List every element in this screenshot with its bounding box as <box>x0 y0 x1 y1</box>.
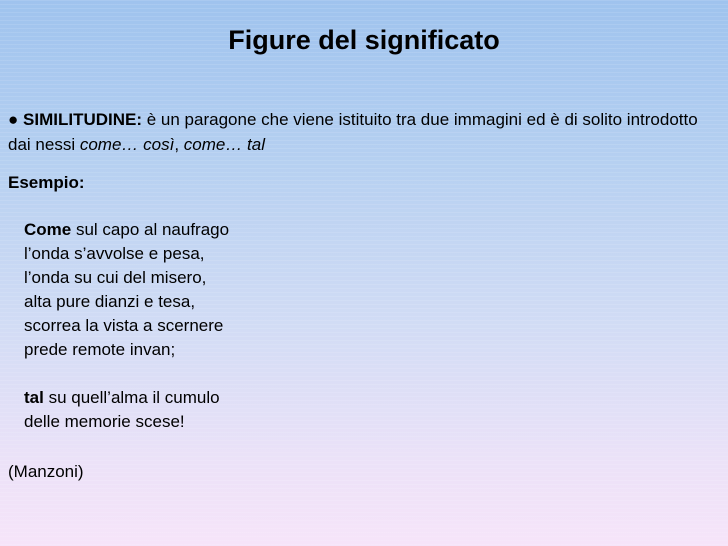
poem-line <box>24 290 229 314</box>
poem-line <box>24 266 229 290</box>
connective-come-tal: come… tal <box>183 135 266 154</box>
poem-line <box>24 386 229 410</box>
poem-line-text: alta pure dianzi e tesa, <box>24 292 196 311</box>
slide-title: Figure del significato <box>228 25 500 55</box>
connective-separator: , <box>174 135 184 154</box>
poem-line-text: l’onda s’avvolse e pesa, <box>24 244 205 263</box>
example-label: Esempio: <box>8 173 85 192</box>
poem-line <box>24 242 229 266</box>
connective-come-cosi: come… così <box>79 135 175 154</box>
poem-line-text: prede remote invan; <box>24 340 176 359</box>
stanza-gap <box>24 362 229 386</box>
poem-keyword-tal: tal <box>24 388 44 407</box>
poem-line <box>24 338 229 362</box>
poem-line <box>24 218 229 242</box>
poem-line-text: l’onda su cui del misero, <box>24 268 207 287</box>
definition-term: SIMILITUDINE: <box>23 110 143 129</box>
poem-line-text: delle memorie scese! <box>24 412 185 431</box>
author-attribution: (Manzoni) <box>8 462 84 481</box>
poem-line-text: scorrea la vista a scernere <box>24 316 224 335</box>
poem-line-text: su quell’alma il cumulo <box>43 388 220 407</box>
bullet-icon: ● <box>8 110 19 129</box>
definition-text: è un paragone che viene istituito tra due immagini ed è di solito introdotto dai nessi <box>8 110 698 154</box>
poem-line-text: sul capo al naufrago <box>71 220 230 239</box>
poem-keyword-come: Come <box>24 220 72 239</box>
poem <box>24 218 229 434</box>
definition-paragraph <box>8 107 720 157</box>
poem-line <box>24 314 229 338</box>
poem-line <box>24 410 229 434</box>
